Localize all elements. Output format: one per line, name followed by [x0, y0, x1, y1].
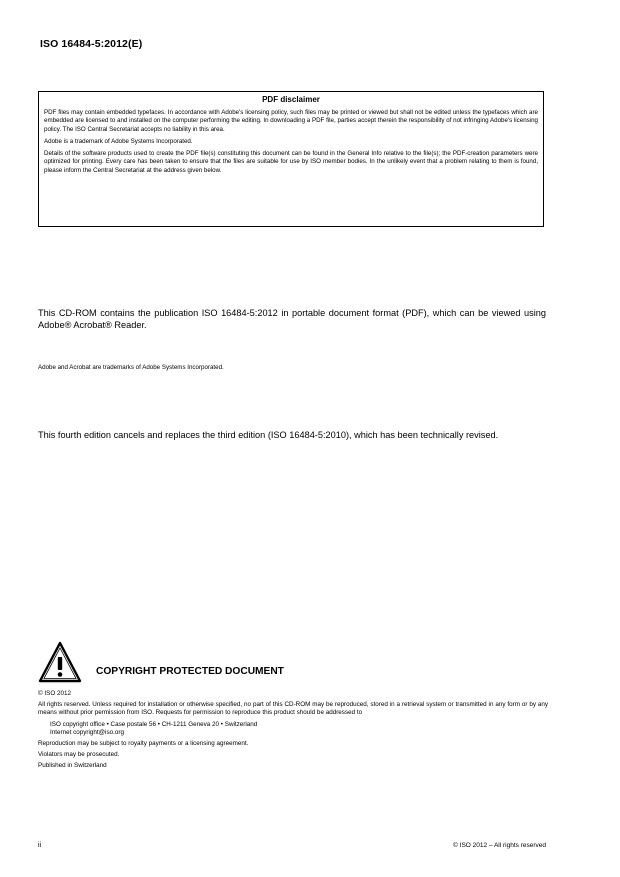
disclaimer-paragraph-trademark: Adobe is a trademark of Adobe Systems Incorporated. — [44, 137, 193, 145]
document-id-header: ISO 16484-5:2012(E) — [40, 38, 143, 50]
copyright-rights-text: All rights reserved. Unless required for installation or otherwise specified, no part of this CD-ROM may be reproduced, stored in a retrieval system or transmitted in any form or by any means without prior permission from ISO. Requests for permission to reproduce this product should be addressed to — [38, 701, 548, 717]
disclaimer-paragraph-details: Details of the software products used to create the PDF file(s) constituting this document can be found in the General Info relative to the file(s); the PDF-creation parameters were optimized for printing. Every care has been taken to ensure that the files are suitable for use by ISO member bodies. In the unlikely event that a problem relating to them is found, please inform the Central Secretariat at the address given below. — [44, 150, 538, 174]
copyright-royalty: Reproduction may be subject to royalty payments or a licensing agreement. — [38, 740, 249, 748]
copyright-title: COPYRIGHT PROTECTED DOCUMENT — [96, 666, 284, 677]
disclaimer-title: PDF disclaimer — [262, 95, 320, 104]
warning-triangle-icon — [38, 641, 82, 683]
copyright-year: © ISO 2012 — [38, 690, 71, 697]
copyright-address: ISO copyright office • Case postale 56 • CH-1211 Geneva 20 • Switzerland — [50, 720, 258, 728]
copyright-published: Published in Switzerland — [38, 762, 107, 770]
edition-statement: This fourth edition cancels and replaces the third edition (ISO 16484-5:2010), which has been technically revised. — [38, 430, 499, 440]
pdf-disclaimer-box — [38, 91, 544, 227]
copyright-heading-row — [38, 641, 548, 685]
copyright-section — [38, 641, 548, 771]
footer-rights: © ISO 2012 – All rights reserved — [453, 842, 546, 849]
trademark-statement: Adobe and Acrobat are trademarks of Adobe Systems Incorporated. — [38, 364, 224, 371]
page-number: ii — [38, 842, 42, 849]
cdrom-statement: This CD-ROM contains the publication ISO 16484-5:2012 in portable document format (PDF), which can be viewed using Adobe® Acrobat® Reader. — [38, 308, 546, 331]
copyright-internet: Internet copyright@iso.org — [50, 728, 124, 736]
disclaimer-paragraph-typefaces: PDF files may contain embedded typefaces. In accordance with Adobe's licensing policy, such files may be printed or viewed but shall not be edited unless the typefaces which are embedded are licensed to and installed on the computer performing the editing. In downloading a PDF file, parties accept therein the responsibility of not infringing Adobe's licensing policy. The ISO Central Secretariat accepts no liability in this area. — [44, 109, 538, 133]
copyright-violators: Violators may be prosecuted. — [38, 751, 120, 759]
